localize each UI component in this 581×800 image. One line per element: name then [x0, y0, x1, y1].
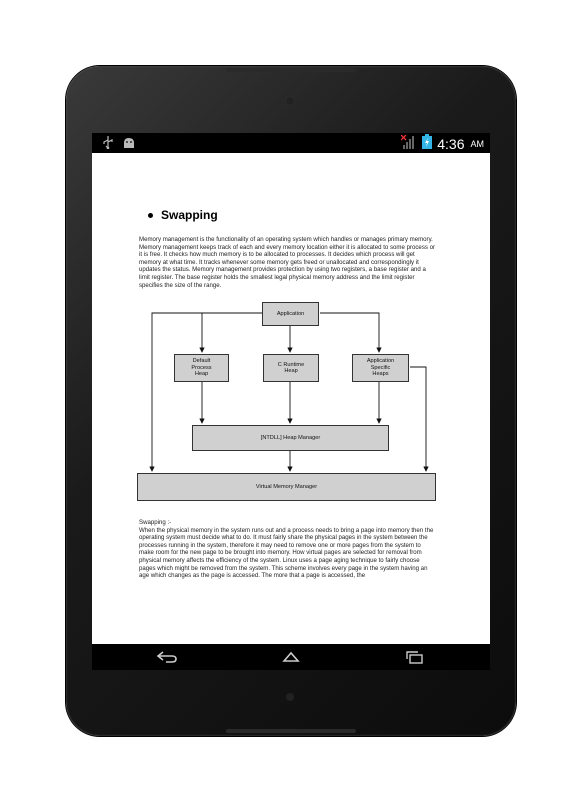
android-debug-icon [122, 136, 136, 154]
bottom-speaker [226, 729, 356, 733]
heap-manager-box: [NTDLL] Heap Manager [192, 425, 389, 451]
memory-management-paragraph: Memory management is the functionality of an operating system which handles or manages primary memory. Memory management keeps track of each and every memory location either it is allocated to some process or it is free. It checks how much memory is to be allocated to processes. It decides which process will get memory at what time. It tracks whenever some memory gets freed or unallocated and correspondingly it updates the status. Memory management provides protection by using two registers, a base register and a limit register. The base register holds the smallest legal physical memory address and the limit register specifies the size of the range. [139, 236, 436, 289]
navigation-bar [92, 644, 490, 670]
application-specific-heaps-box: Application Specific Heaps [352, 354, 409, 382]
heading-text: Swapping [161, 208, 218, 222]
usb-icon [102, 136, 114, 154]
document-viewer[interactable] [92, 153, 490, 644]
bottom-sensor [286, 693, 294, 701]
swapping-label: Swapping :- [139, 519, 172, 526]
virtual-memory-manager-box: Virtual Memory Manager [137, 473, 436, 501]
status-bar [92, 133, 490, 153]
recent-apps-icon[interactable] [402, 648, 428, 666]
default-process-heap-box: Default Process Heap [174, 354, 229, 382]
application-box: Application [262, 302, 319, 326]
clock-ampm: AM [470, 139, 484, 149]
swapping-paragraph [139, 519, 437, 580]
back-icon[interactable] [154, 648, 180, 666]
front-camera [286, 97, 294, 105]
home-icon[interactable] [278, 648, 304, 666]
bullet-icon [148, 213, 153, 218]
section-heading [148, 208, 218, 222]
clock-time: 4:36 [437, 136, 465, 152]
top-speaker [226, 68, 356, 72]
no-signal-icon [401, 135, 417, 154]
battery-charging-icon [422, 134, 432, 154]
swapping-text: When the physical memory in the system runs out and a process needs to bring a page into memory then the operating system must decide what to do. It must fairly share the physical pages in the system between the processes running in the system, therefore it may need to remove one or more pages from the system to make room for the new page to be brought into memory. How virtual pages are selected for removal from physical memory affects the efficiency of the system. Linux uses a page aging technique to fairly choose pages which might be removed from the system. This scheme involves every page in the system having an age which changes as the page is accessed. The more that a page is accessed, the [139, 526, 434, 580]
c-runtime-heap-box: C Runtime Heap [263, 354, 319, 382]
